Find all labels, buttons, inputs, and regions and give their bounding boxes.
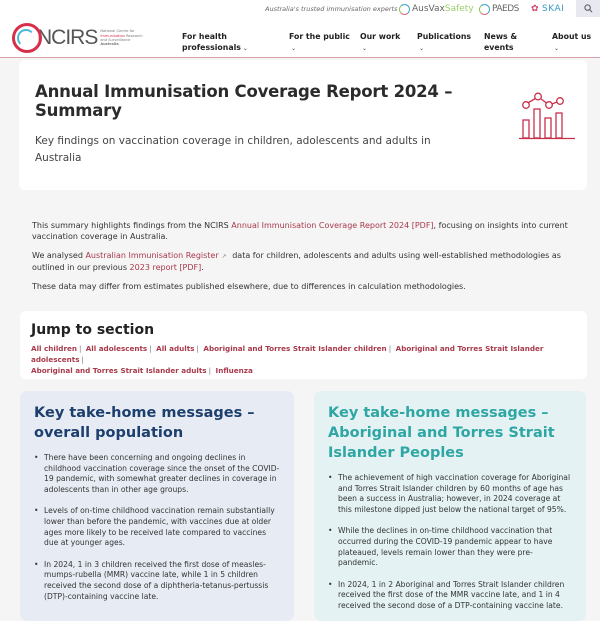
hero-card (19, 60, 587, 190)
page-title: Annual Immunisation Coverage Report 2024 – Summary (35, 82, 453, 120)
text: , focusing on insights into current vaccination coverage in Australia. (32, 221, 568, 241)
tagline: Australia's trusted immunisation experts (265, 5, 398, 13)
logo-sub-3: and Surveillance (100, 38, 131, 42)
separator: | (196, 344, 199, 353)
chevron-down-icon: ⌄ (362, 45, 368, 52)
ausvax-name: AusVax (412, 4, 445, 14)
text: We analysed (32, 251, 86, 260)
nav-for-the-public[interactable] (289, 31, 350, 54)
report-2023-pdf-link[interactable]: 2023 report [PDF] (129, 263, 202, 272)
text: This summary highlights findings from the NCIRS (32, 221, 232, 230)
list-item: • There have been concerning and ongoing declines in childhood vaccination coverage since the onset of the COVID-19 pandemic, with somewhat greater declines in coverage in adolescents than in other age groups. (34, 453, 280, 495)
card-title: Key take-home messages – overall population (34, 405, 255, 441)
list-item: • While the declines in on-time childhood vaccination that occurred during the COVID-19 pandemic appear to have plateaued, levels remain lower than they were pre-pandemic. (328, 526, 572, 568)
page-subtitle: Key findings on vaccination coverage in children, adolescents and adults in Australia (35, 135, 431, 164)
logo-sub-4: Australia (100, 42, 119, 47)
list-item: • The achievement of high vaccination coverage for Aboriginal and Torres Strait Islander children by 60 months of age has been a success in Australia; however, in 2024 coverage at this milestone dipped just below the national target of 95%. (328, 473, 572, 515)
nav-health-professionals[interactable] (182, 31, 248, 54)
jump-link-atsi-children[interactable]: Aboriginal and Torres Strait Islander children (203, 344, 387, 353)
jump-link-all-children[interactable]: All children (31, 344, 77, 353)
ausvaxsafety-link[interactable] (399, 2, 474, 16)
jump-link-atsi-adolescents[interactable]: Aboriginal and Torres Strait Islander adolescents (31, 344, 544, 364)
intro-paragraph-1 (32, 220, 592, 242)
separator: | (81, 355, 84, 364)
chevron-down-icon: ⌄ (419, 45, 425, 52)
list-item: • In 2024, 1 in 2 Aboriginal and Torres Strait Islander children received the first dose of the MMR vaccine late, and 1 in 4 received the second dose of a DTP-containing vaccine late. (328, 580, 572, 612)
nav-label: About us (552, 32, 592, 41)
message-list (34, 453, 280, 602)
logo-abbr: NCIRS (37, 26, 98, 49)
nav-label: events (484, 43, 514, 52)
jump-title: Jump to section (31, 322, 155, 338)
text: . (201, 263, 204, 272)
ncirs-logo[interactable] (12, 23, 148, 53)
intro-paragraph-3: These data may differ from estimates published elsewhere, due to differences in calculation methodologies. (32, 282, 466, 291)
key-messages-aboriginal (314, 391, 586, 621)
nav-publications[interactable] (417, 31, 471, 54)
ausvax-suffix: Safety (444, 4, 474, 14)
nav-news-events[interactable] (484, 31, 517, 53)
chevron-down-icon: ⌄ (554, 45, 560, 52)
paeds-link[interactable] (479, 2, 519, 16)
card-title: Key take-home messages – Aboriginal and Torres Strait Islander Peoples (328, 405, 555, 461)
jump-link-all-adolescents[interactable]: All adolescents (85, 344, 148, 353)
chevron-down-icon: ⌄ (242, 45, 248, 52)
list-item: • Levels of on-time childhood vaccination remain substantially lower than before the pandemic, with vaccines due at older ages more likely to be received late compared to vaccines due at younger ages. (34, 506, 280, 548)
nav-label: Publications (417, 32, 472, 41)
ncirs-ring-icon (12, 23, 42, 53)
message-list (328, 473, 572, 612)
jump-link-influenza[interactable]: Influenza (215, 366, 253, 375)
logo-sub-2b: Research (124, 33, 143, 38)
nav-label: professionals (182, 43, 241, 52)
paeds-logo-icon (479, 4, 490, 15)
skai-link[interactable] (531, 2, 564, 16)
skai-name: SKAI (542, 4, 565, 14)
external-link-icon: ↗ (221, 253, 227, 260)
bar-line-chart-icon (519, 94, 575, 146)
report-2024-pdf-link[interactable]: Annual Immunisation Coverage Report 2024 [PDF] (231, 221, 434, 230)
text: data for children, adolescents and adults using well-established methodologies as outlined in our previous (32, 251, 561, 272)
logo-subtitle (100, 29, 148, 47)
search-icon (584, 4, 593, 13)
intro-text (32, 220, 592, 300)
intro-paragraph-2 (32, 250, 592, 273)
logo-sub-2: Immunisation (100, 33, 125, 38)
jump-link-atsi-adults[interactable]: Aboriginal and Torres Strait Islander adults (31, 366, 207, 375)
separator: | (388, 344, 392, 353)
air-link[interactable]: Australian Immunisation Register (85, 251, 219, 260)
logo-sub-1: National Centre for (100, 29, 135, 34)
nav-our-work[interactable] (360, 31, 400, 54)
jump-to-section (20, 311, 587, 379)
paeds-name: PAEDS (492, 4, 519, 14)
jump-link-all-adults[interactable]: All adults (156, 344, 195, 353)
skai-logo-icon: ✿ (531, 3, 540, 14)
key-messages-overall (20, 391, 294, 621)
jump-links (31, 343, 576, 376)
separator: | (149, 344, 152, 353)
ausvax-logo-icon (399, 4, 410, 15)
nav-label: News & (484, 32, 518, 41)
chevron-down-icon: ⌄ (291, 45, 297, 52)
nav-label: For the public (289, 32, 350, 41)
separator: | (78, 344, 84, 353)
list-item: • In 2024, 1 in 3 children received the first dose of measles-mumps-rubella (MMR) vaccine late, while 1 in 5 children received the second dose of a diphtheria-tetanus-pertussis (DTP)-containing vaccine late. (34, 560, 280, 602)
separator: | (208, 366, 212, 375)
site-header (0, 0, 600, 58)
nav-label: For health (182, 32, 227, 41)
nav-about-us[interactable] (552, 31, 591, 54)
nav-label: Our work (360, 32, 401, 41)
search-button[interactable] (576, 0, 600, 17)
